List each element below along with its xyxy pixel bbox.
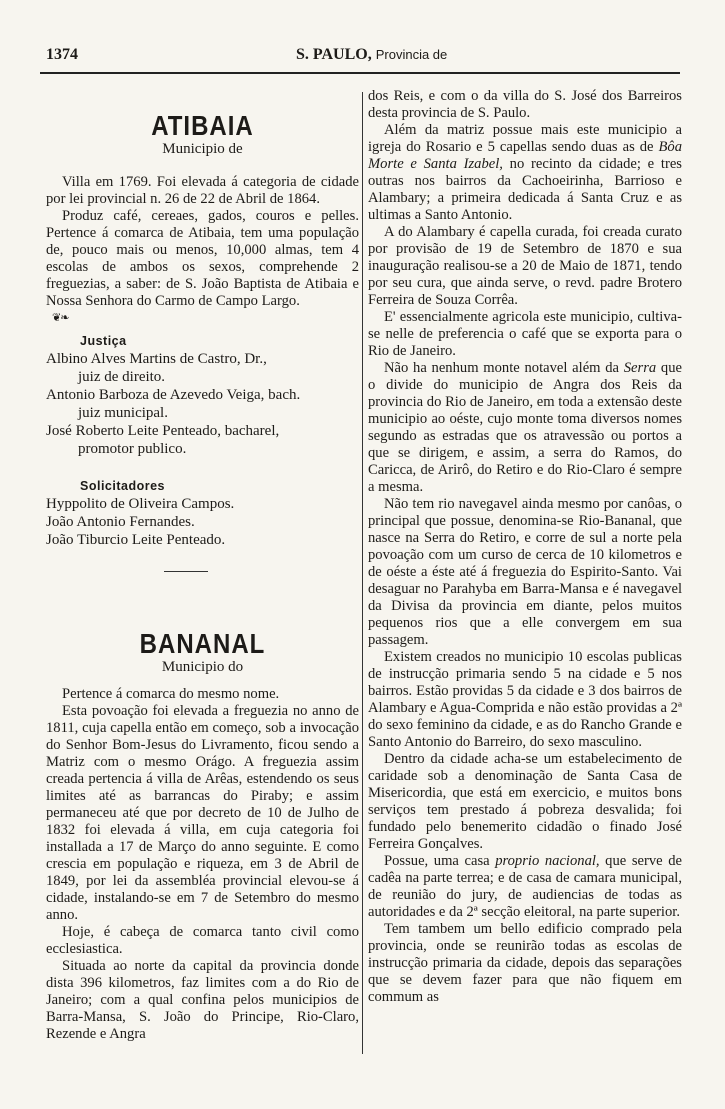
text-run-italic: proprio nacional, bbox=[495, 853, 600, 869]
right-paragraph-serra bbox=[368, 360, 682, 496]
right-paragraph-agricola: E' essencialmente agricola este municipio, cultiva-se nelle de preferencia o café que se exporta para o Rio de Janeiro. bbox=[368, 309, 682, 359]
justica-entry bbox=[46, 386, 359, 422]
text-run: que o divide do municipio de Angra dos Reis da provincia do Rio de Janeiro, em toda a extensão deste municipio ao oéste, cujo monte toma diversos nomes segundo as estradas que os atravessão ou portos a que se dirigem, e assim, a serra do Ramos, do Caricca, de Arirô, do Retiro e do Rio-Claro é sempre a mesma. bbox=[368, 360, 682, 495]
right-column bbox=[368, 88, 682, 1006]
text-run: que serve de cadêa na parte terrea; e de casa de camara municipal, de reunião do jury, de audiencias de todas as autoridades e da 2ª secção eleitoral, na parte superior. bbox=[368, 853, 682, 920]
justica-name: José Roberto Leite Penteado, bacharel, bbox=[46, 423, 280, 439]
running-head-province: Provincia de bbox=[375, 47, 448, 62]
text-run: no recinto da cidade; e tres outras nos bairros da Cachoeirinha, Barrioso e Alambary; a primeira dedicada á Santa Cruz e as ultimas a Santo Antonio. bbox=[368, 156, 682, 223]
justica-entry bbox=[46, 350, 359, 386]
bananal-paragraph-4: Situada ao norte da capital da provincia donde dista 396 kilometros, faz limites com a do Rio de Janeiro; com a qual confina pelos municipios de Barra-Mansa, S. João do Principe, Rio-Claro, Rezende e Angra bbox=[46, 958, 359, 1042]
page-number: 1374 bbox=[46, 46, 78, 63]
section-title-atibaia: ATIBAIA bbox=[151, 110, 254, 143]
ornament-glyph: ❦❧ bbox=[52, 312, 69, 324]
section-subtitle-bananal: Municipio do bbox=[161, 659, 244, 675]
justica-name: Antonio Barboza de Azevedo Veiga, bach. bbox=[46, 387, 301, 403]
section-title-bananal: BANANAL bbox=[139, 628, 266, 661]
solicitadores-heading: Solicitadores bbox=[80, 479, 165, 493]
text-run-italic: Bôa Morte e Santa Izabel, bbox=[368, 139, 682, 172]
atibaia-paragraph-1: Villa em 1769. Foi elevada á categoria de cidade por lei provincial n. 26 de 22 de Abril de 1864. bbox=[46, 174, 359, 207]
right-paragraph-caridade: Dentro da cidade acha-se um estabelecimento de caridade sob a denominação de Santa Casa de Misericordia, que está em exercicio, e muitos bons serviços tem prestado á pobreza desvalida; foi fundado pelo benemerito cidadão o finado José Ferreira Gonçalves. bbox=[368, 751, 682, 852]
right-paragraph-alambary: A do Alambary é capella curada, foi creada curato por provisão de 19 de Setembro de 1870 e sua inauguração realisou-se a 20 de Maio de 1871, tendo por seu cura, que ainda serve, o revd. padre Brotero Ferreira de Souza Corrêa. bbox=[368, 224, 682, 308]
text-run-italic: Serra bbox=[623, 360, 657, 376]
bananal-paragraph-3: Hoje, é cabeça de comarca tanto civil como ecclesiastica. bbox=[46, 924, 359, 957]
left-column bbox=[46, 88, 359, 1043]
right-paragraph-edificio: Tem tambem um bello edificio comprado pela provincia, onde se reunirão todas as escolas de instrucção primaria da cidade, depois das separações que se devem fazer para que não fiquem em commum as bbox=[368, 921, 682, 1005]
justica-name: Albino Alves Martins de Castro, Dr., bbox=[46, 351, 267, 367]
text-run: Além da matriz possue mais este municipio a igreja do Rosario e 5 capellas sendo duas as de bbox=[368, 122, 682, 155]
justica-role: promotor publico. bbox=[78, 441, 187, 457]
atibaia-paragraph-2: Produz café, cereaes, gados, couros e pelles. Pertence á comarca de Atibaia, tem uma população de, pouco mais ou menos, 10,000 almas, tem 4 escolas de ambos os sexos, comprehende 2 freguezias, a saber: de S. João Baptista de Atibaia e Nossa Senhora do Carmo de Campo Largo. bbox=[46, 208, 359, 309]
text-run: Possue, uma casa bbox=[384, 853, 496, 869]
running-head bbox=[296, 46, 447, 64]
solicitador-entry: João Tiburcio Leite Penteado. bbox=[46, 532, 226, 548]
solicitador-entry: Hyppolito de Oliveira Campos. bbox=[46, 496, 235, 512]
bananal-paragraph-1: Pertence á comarca do mesmo nome. bbox=[62, 686, 280, 702]
right-paragraph-casa bbox=[368, 853, 682, 921]
column-divider bbox=[362, 92, 363, 1054]
justica-heading: Justiça bbox=[80, 334, 127, 348]
right-paragraph-continuation: dos Reis, e com o da villa do S. José dos Barreiros desta provincia de S. Paulo. bbox=[368, 88, 682, 121]
right-paragraph-rio: Não tem rio navegavel ainda mesmo por canôas, o principal que possue, denomina-se Rio-Bananal, que nasce na Serra do Retiro, e corre de sul a norte pela povoação com um curso de cerca de 10 kilometros e de oéste a éste até á freguezia do Espirito-Santo. Vai desaguar no Parahyba em Barra-Mansa e é navegavel da Divisa da provincia em diante, pelos muitos pequenos rios que a elle convergem em sua passagem. bbox=[368, 496, 682, 648]
running-head-region: S. PAULO, bbox=[296, 46, 372, 63]
justica-role: juiz municipal. bbox=[78, 405, 168, 421]
solicitador-entry: João Antonio Fernandes. bbox=[46, 514, 195, 530]
right-paragraph-matriz bbox=[368, 122, 682, 224]
bananal-paragraph-2: Esta povoação foi elevada a freguezia no anno de 1811, cuja capella então em começo, sob a invocação do Senhor Bom-Jesus do Livramento, ficou sendo a Matriz com o mesmo Orágo. A freguezia assim creada pertencia á villa de Arêas, estendendo os seus limites até as barrancas do Piraby; e assim permaneceu até que por decreto de 10 de Julho de 1832 foi elevada á villa, em cuja categoria foi installada a 17 de Março do anno seguinte. E como crescia em população e riqueza, em 3 de Abril de 1849, por lei da assembléa provincial elevou-se á cidade, instalando-se em 7 de Setembro do mesmo anno. bbox=[46, 703, 359, 923]
justica-role: juiz de direito. bbox=[78, 369, 166, 385]
text-run: Não ha nenhum monte notavel além da bbox=[384, 360, 624, 376]
right-paragraph-escolas: Existem creados no municipio 10 escolas publicas de instrucção primaria sendo 5 na cidade e 5 nos bairros. Estão providas 5 da cidade e 3 dos bairros de Alambary e Agua-Comprida e não estão providas a 2ª do sexo feminino da cidade, e as do Rancho Grande e Santo Antonio do Barreiro, do sexo masculino. bbox=[368, 649, 682, 750]
section-subtitle-atibaia: Municipio de bbox=[162, 141, 243, 157]
justica-entry bbox=[46, 422, 359, 458]
page-header bbox=[40, 44, 680, 70]
header-rule bbox=[40, 72, 680, 74]
